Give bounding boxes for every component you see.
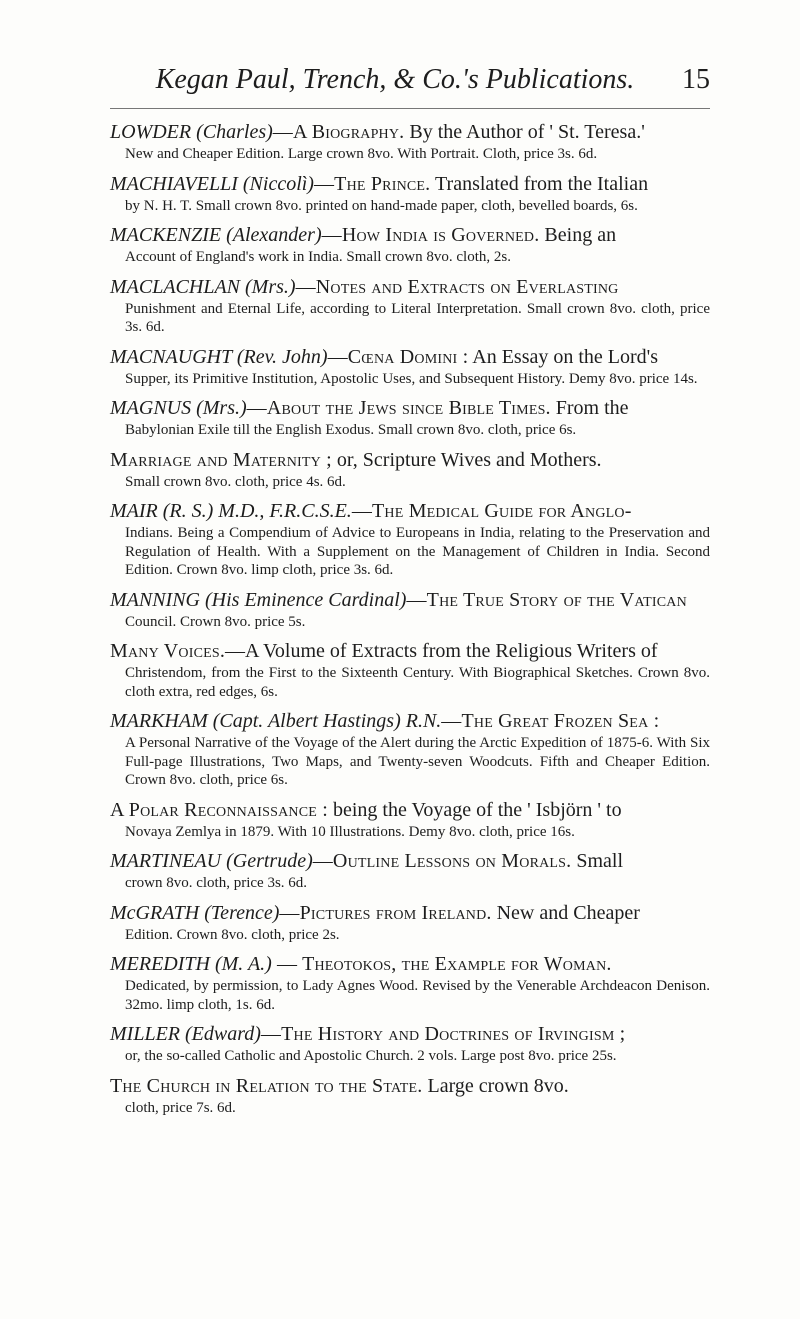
entry-heading-line — [110, 798, 710, 823]
entry-heading-line — [110, 448, 710, 473]
book-title: —Pictures from Ireland. — [279, 901, 492, 924]
entry-heading-line — [110, 223, 710, 248]
entry-description: New and Cheaper Edition. Large crown 8vo. With Portrait. Cloth, price 3s. 6d. — [125, 146, 598, 162]
author-name: MARKHAM (Capt. Albert Hastings) R.N. — [110, 710, 442, 732]
title-continuation: Large crown 8vo. — [422, 1074, 569, 1097]
entry-description: A Personal Narrative of the Voyage of the Alert during the Arctic Expedition of 1875-6. With Six Full-page Illustrations, Two Maps, and Twenty-seven Woodcuts. Fifth and Cheaper Edition. Crown 8vo. cloth, price 6s. — [125, 735, 710, 788]
entry-description: crown 8vo. cloth, price 3s. 6d. — [125, 875, 308, 891]
entry-heading-line — [110, 396, 710, 421]
author-name: MACKENZIE (Alexander) — [110, 224, 322, 246]
entry-description: cloth, price 7s. 6d. — [125, 1099, 236, 1116]
catalogue-entry — [110, 798, 710, 842]
title-continuation: New and Cheaper — [491, 901, 640, 924]
entry-heading-line — [110, 849, 710, 874]
book-title: —How India is Governed. — [321, 224, 540, 246]
author-name: MILLER (Edward) — [110, 1023, 261, 1045]
title-continuation: being the Voyage of the ' Isbjörn ' to — [327, 798, 622, 821]
entry-heading-line — [110, 345, 710, 370]
book-title: —About the Jews since Bible Times. — [246, 397, 551, 419]
book-title: —Notes and Extracts on Everlasting — [295, 275, 619, 298]
catalogue-entry — [110, 588, 710, 632]
entry-heading-line — [110, 275, 710, 300]
entry-description: Dedicated, by permission, to Lady Agnes Wood. Revised by the Venerable Archdeacon Denison. 32mo. limp cloth, 1s. 6d. — [125, 978, 710, 1013]
title-continuation: —A Volume of Extracts from the Religious Writers of — [225, 640, 658, 662]
catalogue-entry — [110, 849, 710, 893]
author-name: MAGNUS (Mrs.) — [110, 397, 247, 419]
author-name: MANNING (His Eminence Cardinal) — [110, 588, 407, 611]
book-title: Marriage and Maternity ; — [110, 448, 332, 471]
entry-description: Novaya Zemlya in 1879. With 10 Illustrations. Demy 8vo. cloth, price 16s. — [125, 823, 575, 840]
author-name: MAIR (R. S.) M.D., F.R.C.S.E. — [110, 500, 352, 522]
catalogue-entry — [110, 639, 710, 701]
entry-description: Punishment and Eternal Life, according to Literal Interpretation. Small crown 8vo. cloth, price 3s. 6d. — [125, 300, 710, 335]
entry-description: Babylonian Exile till the English Exodus. Small crown 8vo. cloth, price 6s. — [125, 422, 577, 438]
entry-heading-line — [110, 709, 710, 734]
entry-heading-line — [110, 172, 710, 197]
author-name: MACLACHLAN (Mrs.) — [110, 275, 296, 298]
catalogue-entry — [110, 901, 710, 945]
page-number: 15 — [682, 64, 710, 95]
entry-description: Council. Crown 8vo. price 5s. — [125, 613, 306, 630]
catalogue-entry — [110, 448, 710, 492]
entry-heading-line — [110, 499, 710, 524]
entry-description: Christendom, from the First to the Sixteenth Century. With Biographical Sketches. Crown 8vo. cloth extra, red edges, 6s. — [125, 665, 710, 700]
entry-heading-line — [110, 901, 710, 926]
title-continuation: Translated from the Italian — [430, 172, 649, 195]
entry-heading-line — [110, 588, 710, 613]
title-continuation: From the — [550, 397, 629, 419]
author-name: McGRATH (Terence) — [110, 901, 280, 924]
running-header — [110, 60, 710, 109]
entry-description: Supper, its Primitive Institution, Apostolic Uses, and Subsequent History. Demy 8vo. price 14s. — [125, 370, 698, 387]
title-continuation: or, Scripture Wives and Mothers. — [331, 448, 602, 471]
catalogue-entry — [110, 1022, 710, 1066]
catalogue-entry — [110, 952, 710, 1014]
book-title: A Polar Reconnaissance : — [110, 798, 328, 821]
author-name: MACNAUGHT (Rev. John) — [110, 345, 328, 368]
entry-description: Account of England's work in India. Small crown 8vo. cloth, 2s. — [125, 249, 511, 265]
catalogue-entry — [110, 345, 710, 389]
entry-description: Edition. Crown 8vo. cloth, price 2s. — [125, 926, 340, 943]
book-title: —The Great Frozen Sea : — [441, 710, 660, 732]
book-title: —The True Story of the Vatican — [406, 588, 687, 611]
entry-heading-line — [110, 1074, 710, 1099]
title-continuation: An Essay on the Lord's — [468, 345, 659, 368]
entry-heading-line — [110, 639, 710, 664]
catalogue-entry — [110, 275, 710, 337]
book-title: The Church in Relation to the State. — [110, 1074, 423, 1097]
catalogue-entry — [110, 120, 710, 164]
catalogue-entry — [110, 223, 710, 267]
book-title: —The History and Doctrines of Irvingism ; — [260, 1023, 626, 1045]
book-title: —Outline Lessons on Morals. — [312, 850, 572, 872]
catalogue-entry — [110, 499, 710, 580]
catalogue-entry — [110, 172, 710, 216]
title-continuation: By the Author of ' St. Teresa.' — [404, 121, 645, 143]
entry-description: by N. H. T. Small crown 8vo. printed on hand-made paper, cloth, bevelled boards, 6s. — [125, 197, 638, 214]
book-title: — Theotokos, the Example for Woman. — [271, 953, 612, 975]
book-title: Many Voices. — [110, 640, 226, 662]
book-title: —The Prince. — [313, 172, 431, 195]
catalogue-entry — [110, 1074, 710, 1118]
entry-heading-line — [110, 952, 710, 977]
author-name: MEREDITH (M. A.) — [110, 953, 272, 975]
book-title: —A Biography. — [272, 121, 405, 143]
entry-heading-line — [110, 1022, 710, 1047]
running-title: Kegan Paul, Trench, & Co.'s Publications. — [155, 64, 635, 95]
author-name: MARTINEAU (Gertrude) — [110, 850, 313, 872]
author-name: LOWDER (Charles) — [110, 121, 273, 143]
entry-description: or, the so-called Catholic and Apostolic Church. 2 vols. Large post 8vo. price 25s. — [125, 1048, 617, 1064]
catalogue-entry — [110, 396, 710, 440]
author-name: MACHIAVELLI (Niccolì) — [110, 172, 314, 195]
book-title: —Cœna Domini : — [327, 345, 469, 368]
book-title: —The Medical Guide for Anglo- — [351, 500, 632, 522]
catalogue-entry — [110, 709, 710, 790]
entry-description: Indians. Being a Compendium of Advice to Europeans in India, relating to the Preservation and Regulation of Health. With a Supplement on the Management of Children in India. Second Edition. Crown 8vo. limp cloth, price 3s. 6d. — [125, 525, 710, 578]
title-continuation: Small — [571, 850, 624, 872]
catalogue-entries — [110, 120, 710, 1125]
entry-description: Small crown 8vo. cloth, price 4s. 6d. — [125, 473, 346, 490]
title-continuation: Being an — [539, 224, 617, 246]
entry-heading-line — [110, 120, 710, 145]
